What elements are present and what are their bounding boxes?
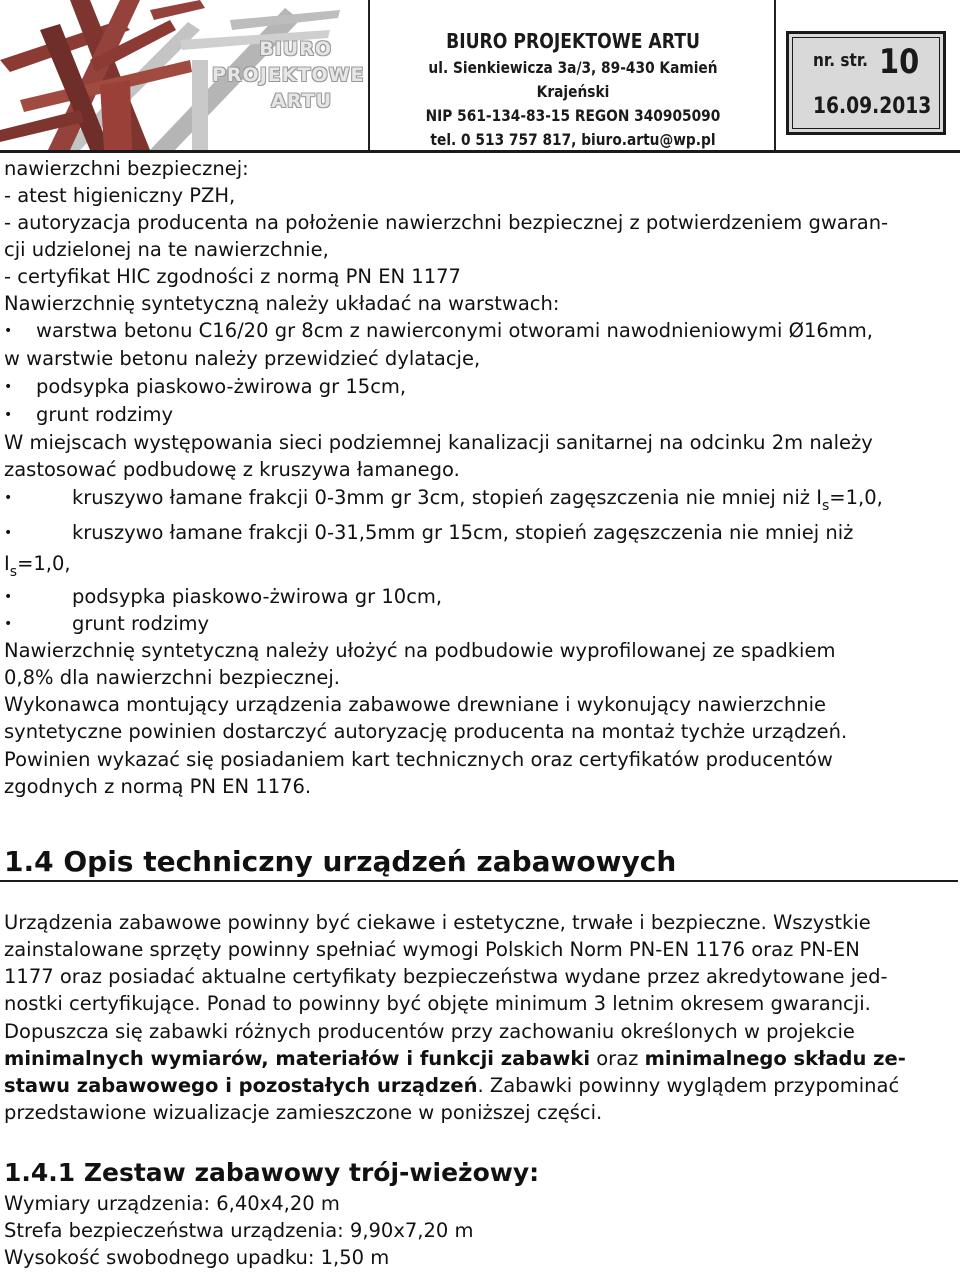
list-item-text: podsypka piaskowo-żwirowa gr 15cm, <box>36 375 407 398</box>
header-divider <box>774 0 776 150</box>
text-line: - certyfikat HIC zgodności z normą PN EN 1177 <box>4 265 461 288</box>
text-line: - autoryzacja producenta na położenie nawierzchni bezpiecznej z potwierdzeniem gwaran- <box>4 211 889 234</box>
list-item-text: warstwa betonu C16/20 gr 8cm z nawierconymi otworami nawodnieniowymi Ø16mm, <box>36 319 873 342</box>
text-part: =1,0, <box>17 552 71 575</box>
text-line: Nawierzchnię syntetyczną należy ułożyć na podbudowie wyprofilowanej ze spadkiem <box>4 639 836 662</box>
header-rule <box>0 150 960 153</box>
list-item-text: grunt rodzimy <box>72 612 210 635</box>
text-line <box>4 1045 906 1073</box>
text-line: Nawierzchnię syntetyczną należy układać na warstwach: <box>4 292 560 315</box>
bullet: • <box>4 379 13 395</box>
bullet: • <box>4 407 13 423</box>
bullet: • <box>4 323 13 339</box>
text-line: zgodnych z normą PN EN 1176. <box>4 775 312 798</box>
list-item-text <box>72 484 883 514</box>
text-line: nostki certyfikujące. Ponad to powinny być objęte minimum 3 letnim okresem gwarancji. <box>4 992 871 1015</box>
page-label: nr. str. <box>813 50 868 71</box>
company-nip-regon: NIP 561-134-83-15 REGON 340905090 <box>425 106 721 125</box>
company-logo <box>0 0 370 150</box>
text-part: I <box>4 552 10 575</box>
text-line: przedstawione wizualizacje zamieszczone w poniższej części. <box>4 1101 603 1124</box>
bullet: • <box>4 525 13 541</box>
text-line: 0,8% dla nawierzchni bezpiecznej. <box>4 666 340 689</box>
section-heading: 1.4 Opis techniczny urządzeń zabawowych <box>4 845 677 878</box>
bullet: • <box>4 616 13 632</box>
company-info <box>400 26 746 152</box>
list-item-text: podsypka piaskowo-żwirowa gr 10cm, <box>72 585 443 608</box>
text-line: zastosować podbudowę z kruszywa łamanego. <box>4 458 460 481</box>
logo-line: BIURO <box>259 38 332 60</box>
text-line: Urządzenia zabawowe powinny być ciekawe i estetyczne, trwałe i bezpieczne. Wszystkie <box>4 911 871 934</box>
text-part: . Zabawki powinny wyglądem przypominać <box>477 1074 900 1097</box>
company-name: BIURO PROJEKTOWE ARTU <box>446 29 700 53</box>
list-item-text-part: kruszywo łamane frakcji 0-3mm gr 3cm, stopień zagęszczenia nie mniej niż I <box>72 486 822 509</box>
text-line: Wykonawca montujący urządzenia zabawowe drewniane i wykonujący nawierzchnie <box>4 693 827 716</box>
text-line: - atest higieniczny PZH, <box>4 184 236 207</box>
spec-fall-height: Wysokość swobodnego upadku: 1,50 m <box>4 1246 390 1269</box>
text-line: nawierzchni bezpiecznej: <box>4 157 249 180</box>
text-line: cji udzielonej na te nawierzchnie, <box>4 238 329 261</box>
section-heading-rule <box>0 880 958 882</box>
text-line: Powinien wykazać się posiadaniem kart technicznych oraz certyfikatów producentów <box>4 748 833 771</box>
list-item-text: grunt rodzimy <box>36 403 174 426</box>
list-item-text-part: =1,0, <box>829 486 883 509</box>
page-number: 10 <box>879 42 920 82</box>
text-line: Dopuszcza się zabawki różnych producentów przy zachowaniu określonych w projekcie <box>4 1020 855 1043</box>
text-line <box>4 550 71 580</box>
document-date: 16.09.2013 <box>813 94 932 119</box>
text-line: W miejscach występowania sieci podziemnej kanalizacji sanitarnej na odcinku 2m należy <box>4 431 873 454</box>
bold-text: minimalnego składu ze- <box>644 1047 906 1070</box>
bullet: • <box>4 490 13 506</box>
text-part: oraz <box>590 1047 645 1070</box>
logo-text <box>212 36 365 114</box>
page-number-box <box>786 31 946 135</box>
text-line: zainstalowane sprzęty powinny spełniać wymogi Polskich Norm PN-EN 1176 oraz PN-EN <box>4 938 860 961</box>
company-contact: tel. 0 513 757 817, biuro.artu@wp.pl <box>430 130 716 149</box>
spec-safety-zone: Strefa bezpieczeństwa urządzenia: 9,90x7,20 m <box>4 1219 474 1242</box>
header-divider <box>368 0 370 150</box>
list-item-text: kruszywo łamane frakcji 0-31,5mm gr 15cm, stopień zagęszczenia nie mniej niż <box>72 521 854 544</box>
bold-text: stawu zabawowego i pozostałych urządzeń <box>4 1074 478 1097</box>
text-line <box>4 1072 899 1100</box>
bold-text: minimalnych wymiarów, materiałów i funkcji zabawki <box>4 1047 591 1070</box>
text-line: w warstwie betonu należy przewidzieć dylatacje, <box>4 347 481 370</box>
subsection-heading: 1.4.1 Zestaw zabawowy trój-wieżowy: <box>4 1158 540 1187</box>
subscript: s <box>821 498 830 514</box>
spec-dimensions: Wymiary urządzenia: 6,40x4,20 m <box>4 1192 340 1215</box>
page-header <box>0 0 960 150</box>
logo-line: PROJEKTOWE <box>212 64 365 86</box>
company-address: ul. Sienkiewicza 3a/3, 89-430 Kamień Krajeński <box>428 58 718 101</box>
subscript: s <box>9 564 18 580</box>
logo-line: ARTU <box>271 90 332 112</box>
text-line: 1177 oraz posiadać aktualne certyfikaty bezpieczeństwa wydane przez akredytowane jed- <box>4 965 888 988</box>
text-line: syntetyczne powinien dostarczyć autoryzację producenta na montaż tychże urządzeń. <box>4 720 848 743</box>
bullet: • <box>4 589 13 605</box>
